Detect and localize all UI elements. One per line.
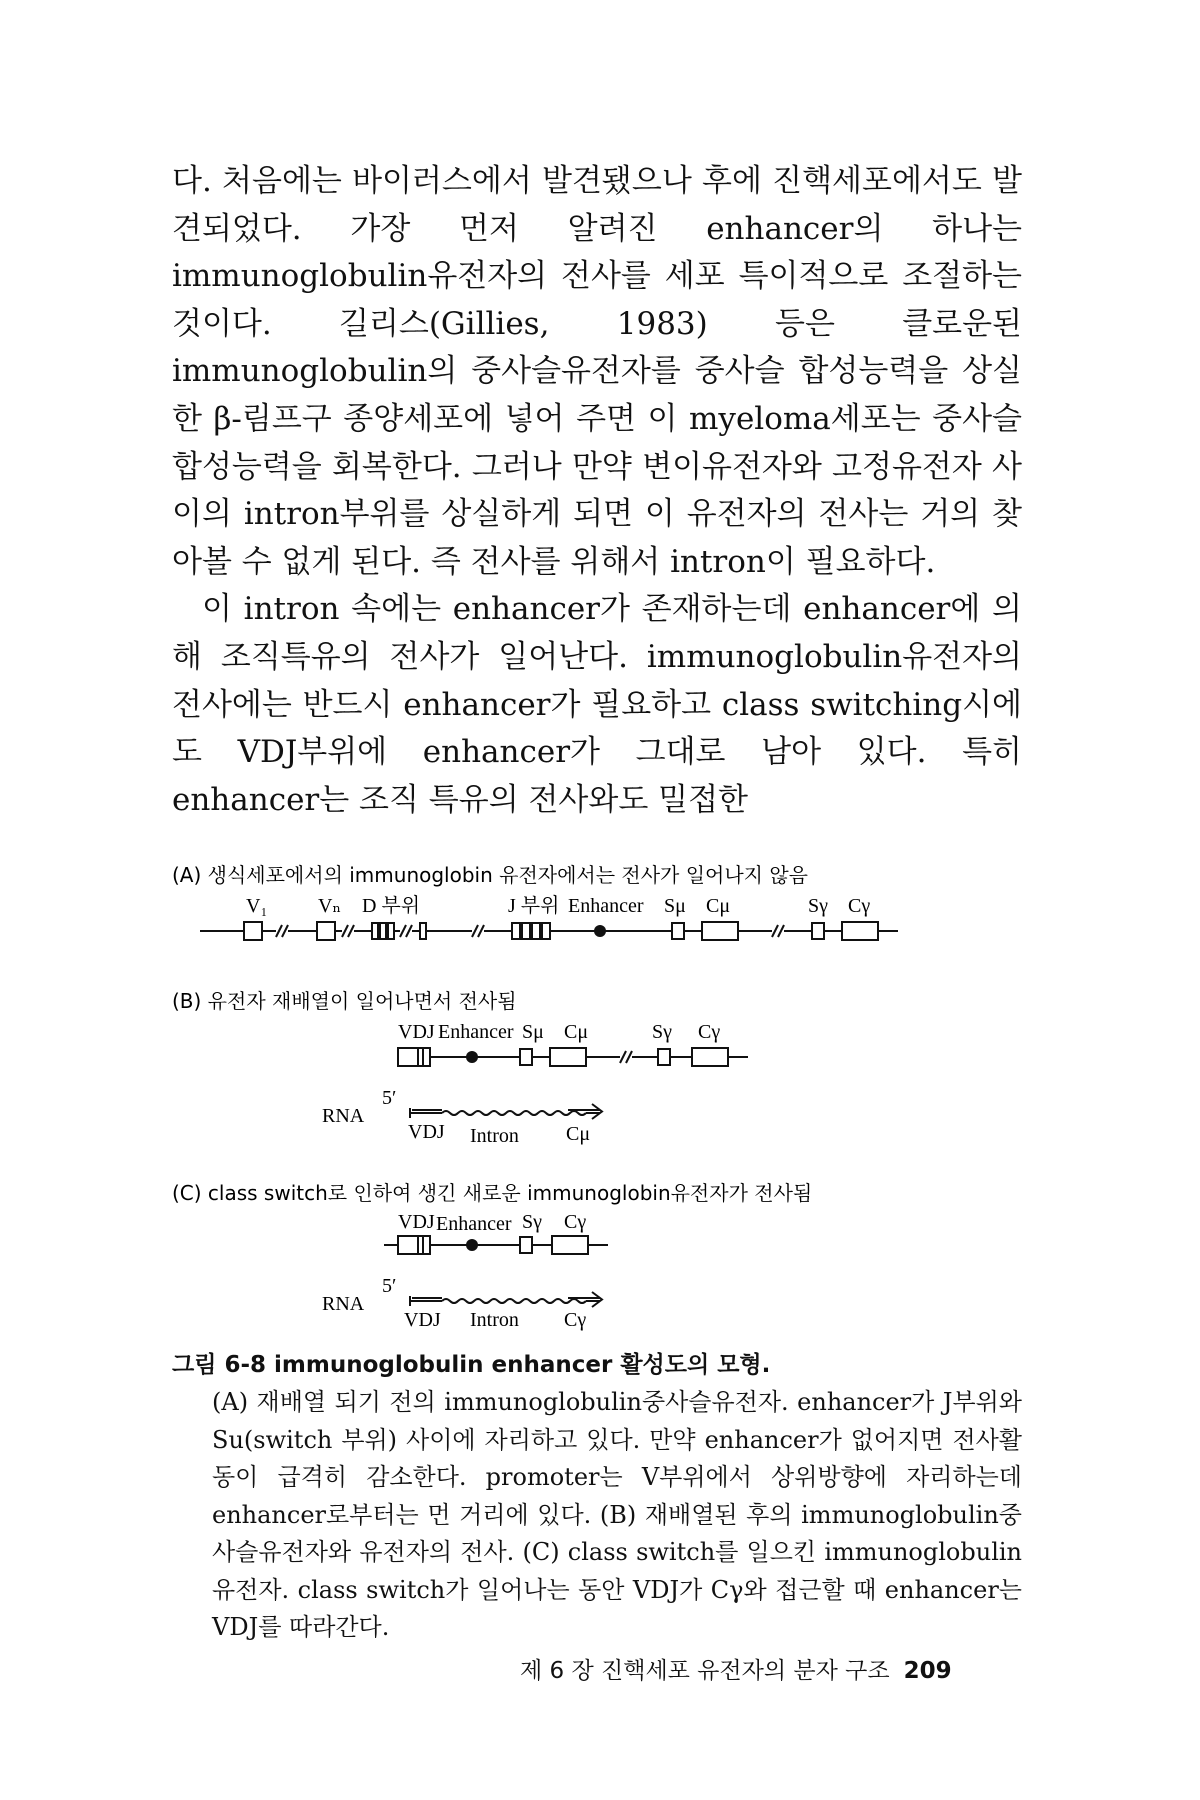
paragraph-2: 이 intron 속에는 enhancer가 존재하는데 enhancer에 의해 조직특유의 전사가 일어난다. immunoglobulin유전자의 전사에는 반드시 enhancer가 필요하고 class switching시에도 VDJ부위에 enhancer가 그대로 남아 있다. 특히 enhancer는 조직 특유의 전사와도 밀접한 — [172, 591, 1022, 818]
paragraph-1: 다. 처음에는 바이러스에서 발견됐으나 후에 진핵세포에서도 발견되었다. 가장 먼저 알려진 enhancer의 하나는 immunoglobulin유전자의 전사를 세포 특이적으로 조절하는 것이다. 길리스(Gillies, 1983) 등은 클로운된 immunoglobulin의 중사슬유전자를 중사슬 합성능력을 상실한 β-림프구 종양세포에 넣어 주면 이 myeloma세포는 중사슬 합성능력을 회복한다. 그러나 만약 변이유전자와 고정유전자 사이의 intron부위를 상실하게 되면 이 유전자의 전사는 거의 찾아볼 수 없게 된다. 즉 전사를 위해서 intron이 필요하다. — [172, 163, 1022, 580]
label-smu-b: Sμ — [522, 1021, 544, 1044]
label-smu-a: Sμ — [664, 895, 686, 918]
gene-diagram — [172, 860, 1022, 1340]
label-enhancer-b: Enhancer — [438, 1021, 514, 1044]
panel-b-label: (B) 유전자 재배열이 일어나면서 전사됨 — [172, 989, 517, 1014]
label-vdj-b: VDJ — [398, 1021, 435, 1044]
body-text — [172, 158, 1022, 824]
label-rna-c-b: Cμ — [566, 1123, 591, 1146]
label-vdj-c: VDJ — [398, 1211, 435, 1234]
label-vn: Vₙ — [318, 895, 342, 918]
figure-6-8 — [172, 860, 1022, 1340]
label-cgamma-a: Cγ — [848, 895, 871, 918]
label-5prime-c: 5′ — [382, 1275, 397, 1298]
figure-caption — [172, 1346, 1022, 1647]
label-sgamma-a: Sγ — [808, 895, 828, 918]
label-d: D 부위 — [362, 895, 421, 918]
label-cmu-a: Cμ — [706, 895, 731, 918]
label-rna-vdj-c: VDJ — [404, 1309, 441, 1332]
label-rna-c: RNA — [322, 1293, 365, 1316]
panel-a-label: (A) 생식세포에서의 immunoglobin 유전자에서는 전사가 일어나지 않음 — [172, 863, 808, 888]
page — [172, 158, 1022, 1647]
label-rna-vdj-b: VDJ — [408, 1121, 445, 1144]
label-sgamma-b: Sγ — [652, 1021, 672, 1044]
enhancer-dot-c — [466, 1239, 478, 1251]
caption-body: (A) 재배열 되기 전의 immunoglobulin중사슬유전자. enhancer가 J부위와 Su(switch 부위) 사이에 자리하고 있다. 만약 enhancer가 없어지면 전사활동이 급격히 감소한다. promoter는 V부위에서 상위방향에 자리하는데 enhancer로부터는 먼 거리에 있다. (B) 재배열된 후의 immunoglobulin중사슬유전자와 유전자의 전사. (C) class switch를 일으킨 immunoglobulin유전자. class switch가 일어나는 동안 VDJ가 Cγ와 접근할 때 enhancer는 VDJ를 따라간다. — [212, 1388, 1022, 1642]
caption-title: 그림 6-8 immunoglobulin enhancer 활성도의 모형. — [172, 1352, 771, 1379]
enhancer-dot-b — [466, 1051, 478, 1063]
label-enhancer-c: Enhancer — [436, 1213, 512, 1236]
page-number: 209 — [903, 1658, 952, 1684]
label-j: J 부위 — [508, 895, 560, 918]
label-5prime-b: 5′ — [382, 1087, 397, 1110]
page-footer — [520, 1652, 952, 1685]
label-v1: V₁ — [246, 895, 268, 918]
label-cgamma-c: Cγ — [564, 1211, 587, 1234]
enhancer-dot-a — [594, 925, 606, 937]
label-rna-c-c: Cγ — [564, 1309, 587, 1332]
label-enhancer-a: Enhancer — [568, 895, 644, 918]
panel-c-label: (C) class switch로 인하여 생긴 새로운 immunoglobin유전자가 전사됨 — [172, 1181, 813, 1206]
label-cgamma-b: Cγ — [698, 1021, 721, 1044]
label-cmu-b: Cμ — [564, 1021, 589, 1044]
footer-chapter: 제 6 장 진핵세포 유전자의 분자 구조 — [520, 1658, 890, 1684]
label-sgamma-c: Sγ — [522, 1211, 542, 1234]
label-intron-b: Intron — [470, 1125, 519, 1148]
label-intron-c: Intron — [470, 1309, 519, 1332]
label-rna-b: RNA — [322, 1105, 365, 1128]
